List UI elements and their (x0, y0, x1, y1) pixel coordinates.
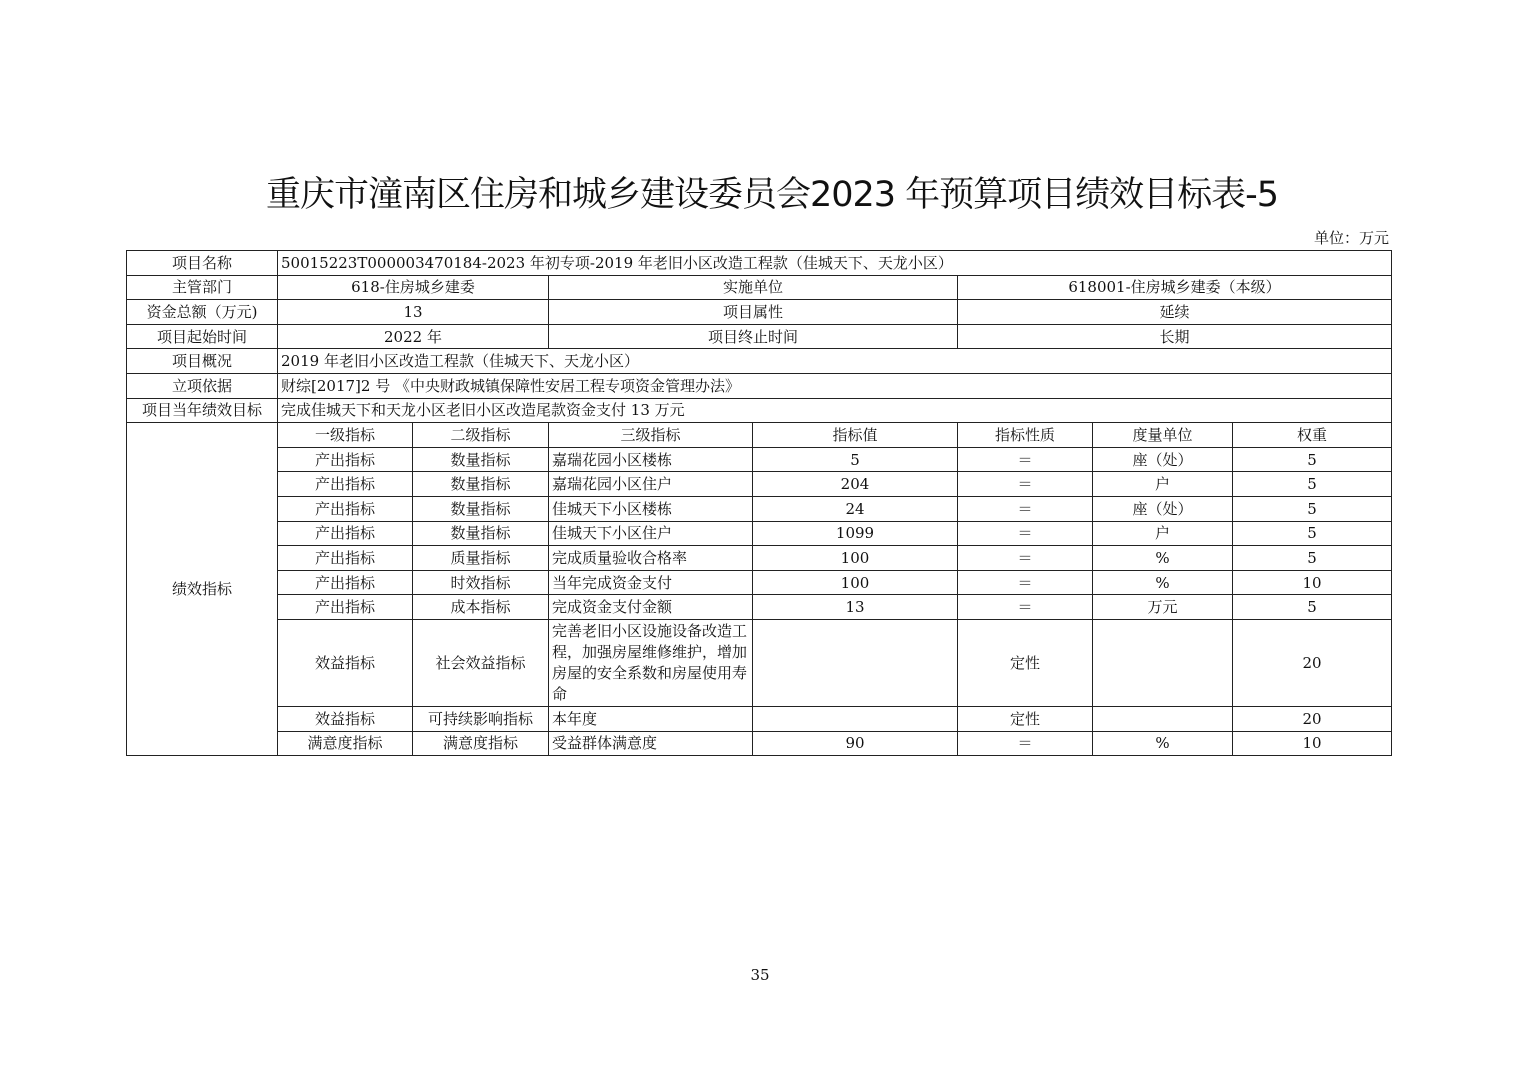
unit-cell: 万元 (1093, 595, 1233, 620)
level2-cell: 数量指标 (413, 472, 549, 497)
weight-cell: 20 (1233, 619, 1392, 706)
value-cell: 1099 (753, 521, 958, 546)
unit-cell: % (1093, 546, 1233, 571)
impl-label: 实施单位 (549, 275, 958, 300)
attr-value: 延续 (958, 300, 1392, 325)
weight-cell: 10 (1233, 570, 1392, 595)
level3-cell: 本年度 (549, 706, 753, 731)
level2-cell: 时效指标 (413, 570, 549, 595)
level1-cell: 产出指标 (278, 447, 413, 472)
value-cell: 13 (753, 595, 958, 620)
table-row (127, 472, 1392, 497)
row-overview (127, 349, 1392, 374)
performance-table (126, 250, 1392, 756)
value-cell: 204 (753, 472, 958, 497)
nature-cell: ＝ (958, 570, 1093, 595)
table-row (127, 595, 1392, 620)
level1-cell: 效益指标 (278, 706, 413, 731)
level1-cell: 产出指标 (278, 521, 413, 546)
row-department (127, 275, 1392, 300)
table-row (127, 706, 1392, 731)
level3-cell: 当年完成资金支付 (549, 570, 753, 595)
value-cell: 90 (753, 731, 958, 756)
nature-cell: ＝ (958, 472, 1093, 497)
unit-cell: 户 (1093, 521, 1233, 546)
nature-cell: ＝ (958, 731, 1093, 756)
nature-cell: 定性 (958, 619, 1093, 706)
weight-cell: 5 (1233, 521, 1392, 546)
level2-cell: 质量指标 (413, 546, 549, 571)
level2-cell: 数量指标 (413, 521, 549, 546)
value-cell: 24 (753, 496, 958, 521)
weight-cell: 5 (1233, 496, 1392, 521)
header-nature: 指标性质 (958, 423, 1093, 448)
value-cell (753, 706, 958, 731)
funds-value: 13 (278, 300, 549, 325)
table-row (127, 570, 1392, 595)
header-level3: 三级指标 (549, 423, 753, 448)
table-row (127, 447, 1392, 472)
nature-cell: ＝ (958, 546, 1093, 571)
page-title: 重庆市潼南区住房和城乡建设委员会2023 年预算项目绩效目标表-5 (265, 175, 1279, 215)
weight-cell: 5 (1233, 546, 1392, 571)
unit-cell: 户 (1093, 472, 1233, 497)
start-label: 项目起始时间 (127, 324, 278, 349)
row-goal (127, 398, 1392, 423)
weight-cell: 20 (1233, 706, 1392, 731)
level3-cell: 嘉瑞花园小区住户 (549, 472, 753, 497)
table-row (127, 619, 1392, 706)
level1-cell: 产出指标 (278, 496, 413, 521)
level3-cell: 嘉瑞花园小区楼栋 (549, 447, 753, 472)
weight-cell: 10 (1233, 731, 1392, 756)
unit-label: 单位：万元 (1313, 229, 1389, 247)
level3-cell: 完成资金支付金额 (549, 595, 753, 620)
indicators-section-label: 绩效指标 (127, 423, 278, 756)
unit-cell: % (1093, 731, 1233, 756)
basis-value: 财综[2017]2 号 《中央财政城镇保障性安居工程专项资金管理办法》 (278, 373, 1392, 398)
dept-value: 618-住房城乡建委 (278, 275, 549, 300)
table-row (127, 521, 1392, 546)
goal-value: 完成佳城天下和天龙小区老旧小区改造尾款资金支付 13 万元 (278, 398, 1392, 423)
nature-cell: ＝ (958, 496, 1093, 521)
overview-label: 项目概况 (127, 349, 278, 374)
row-basis (127, 373, 1392, 398)
page-number: 35 (750, 966, 770, 984)
level2-cell: 满意度指标 (413, 731, 549, 756)
level1-cell: 效益指标 (278, 619, 413, 706)
level2-cell: 可持续影响指标 (413, 706, 549, 731)
row-project-name (127, 251, 1392, 276)
overview-value: 2019 年老旧小区改造工程款（佳城天下、天龙小区） (278, 349, 1392, 374)
table-row (127, 546, 1392, 571)
level2-cell: 数量指标 (413, 447, 549, 472)
level3-cell: 佳城天下小区住户 (549, 521, 753, 546)
nature-cell: ＝ (958, 447, 1093, 472)
header-unit: 度量单位 (1093, 423, 1233, 448)
header-level1: 一级指标 (278, 423, 413, 448)
weight-cell: 5 (1233, 472, 1392, 497)
nature-cell: 定性 (958, 706, 1093, 731)
value-cell (753, 619, 958, 706)
start-value: 2022 年 (278, 324, 549, 349)
basis-label: 立项依据 (127, 373, 278, 398)
level3-cell: 佳城天下小区楼栋 (549, 496, 753, 521)
unit-cell (1093, 619, 1233, 706)
unit-cell (1093, 706, 1233, 731)
level1-cell: 产出指标 (278, 546, 413, 571)
level2-cell: 社会效益指标 (413, 619, 549, 706)
header-level2: 二级指标 (413, 423, 549, 448)
nature-cell: ＝ (958, 521, 1093, 546)
level1-cell: 产出指标 (278, 570, 413, 595)
level2-cell: 成本指标 (413, 595, 549, 620)
row-time (127, 324, 1392, 349)
value-cell: 100 (753, 570, 958, 595)
project-name-label: 项目名称 (127, 251, 278, 276)
value-cell: 5 (753, 447, 958, 472)
dept-label: 主管部门 (127, 275, 278, 300)
goal-label: 项目当年绩效目标 (127, 398, 278, 423)
level1-cell: 满意度指标 (278, 731, 413, 756)
project-name-value: 50015223T000003470184-2023 年初专项-2019 年老旧小区改造工程款（佳城天下、天龙小区） (278, 251, 1392, 276)
unit-cell: % (1093, 570, 1233, 595)
table-row (127, 731, 1392, 756)
level3-cell: 完善老旧小区设施设备改造工程，加强房屋维修维护，增加房屋的安全系数和房屋使用寿命 (549, 619, 753, 706)
nature-cell: ＝ (958, 595, 1093, 620)
level1-cell: 产出指标 (278, 472, 413, 497)
funds-label: 资金总额（万元) (127, 300, 278, 325)
impl-value: 618001-住房城乡建委（本级） (958, 275, 1392, 300)
header-value: 指标值 (753, 423, 958, 448)
table-row (127, 496, 1392, 521)
weight-cell: 5 (1233, 595, 1392, 620)
value-cell: 100 (753, 546, 958, 571)
end-value: 长期 (958, 324, 1392, 349)
level2-cell: 数量指标 (413, 496, 549, 521)
end-label: 项目终止时间 (549, 324, 958, 349)
indicator-header-row (127, 423, 1392, 448)
unit-cell: 座（处） (1093, 447, 1233, 472)
level3-cell: 完成质量验收合格率 (549, 546, 753, 571)
weight-cell: 5 (1233, 447, 1392, 472)
row-funds (127, 300, 1392, 325)
attr-label: 项目属性 (549, 300, 958, 325)
unit-cell: 座（处） (1093, 496, 1233, 521)
level3-cell: 受益群体满意度 (549, 731, 753, 756)
level1-cell: 产出指标 (278, 595, 413, 620)
header-weight: 权重 (1233, 423, 1392, 448)
